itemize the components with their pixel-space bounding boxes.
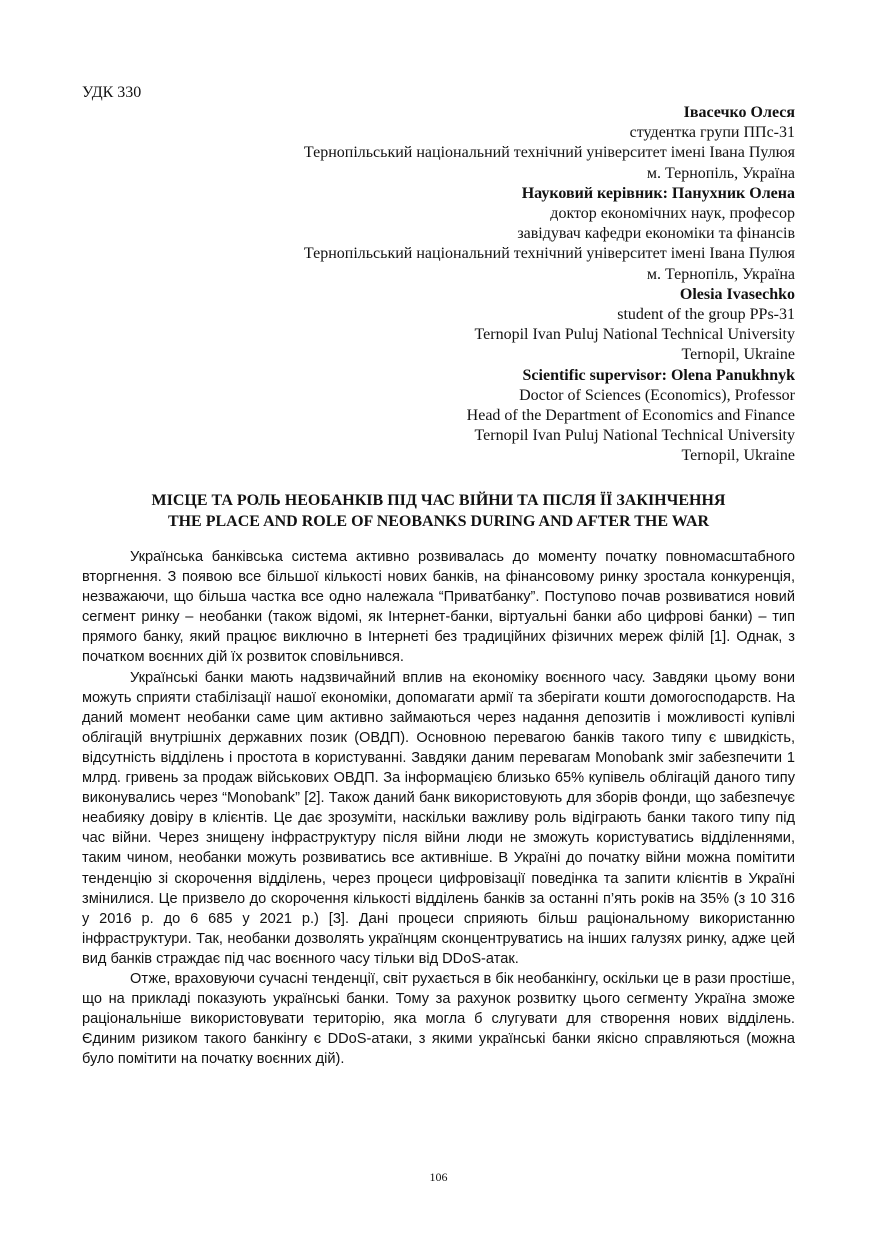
udc-code: УДК 330 xyxy=(82,84,142,101)
author-affiliation-line: Ternopil Ivan Puluj National Technical University xyxy=(474,427,795,445)
author-affiliation-line: м. Тернопіль, Україна xyxy=(646,265,795,283)
author-affiliation-line: Ternopil, Ukraine xyxy=(681,346,795,364)
author-affiliation-line: доктор економічних наук, професор xyxy=(550,205,795,223)
author-affiliation-line: Тернопільський національний технічний університет імені Івана Пулюя xyxy=(303,144,795,162)
title-block xyxy=(82,490,795,532)
author-affiliation-line: м. Тернопіль, Україна xyxy=(646,164,795,182)
author-name: Scientific supervisor: Olena Panukhnyk xyxy=(522,366,795,384)
author-affiliation-line: Ternopil, Ukraine xyxy=(681,447,795,465)
title-english: THE PLACE AND ROLE OF NEOBANKS DURING AND AFTER THE WAR xyxy=(167,513,710,530)
author-affiliation-line: студентка групи ППс-31 xyxy=(629,124,795,142)
author-affiliation-line: Тернопільський національний технічний університет імені Івана Пулюя xyxy=(303,245,795,263)
author-affiliation-line: Head of the Department of Economics and Finance xyxy=(466,407,795,425)
author-block xyxy=(95,103,795,467)
author-name: Івасечко Олеся xyxy=(683,104,795,121)
article-body xyxy=(82,547,795,1069)
title-ukrainian: МІСЦЕ ТА РОЛЬ НЕОБАНКІВ ПІД ЧАС ВІЙНИ ТА ПІСЛЯ ЇЇ ЗАКІНЧЕННЯ xyxy=(151,492,726,509)
body-paragraph: Українська банківська система активно розвивалась до моменту початку повномасштабного вторгнення. З появою все більшої кількості нових банків, на фінансовому ринку зростала конкуренція, незважаючи, що більша частка все одно належала “Приватбанку”. Поступово почав розвиватися новий сегмент ринку – необанки (також відомі, як Інтернет-банки, віртуальні банки або цифрові банки) – тип прямого банку, який працює виключно в Інтернеті без традиційних фізичних мереж філій [1]. Однак, з початком воєнних дій їх розвиток сповільнився. xyxy=(82,549,795,666)
body-paragraph: Отже, враховуючи сучасні тенденції, світ рухається в бік необанкінгу, оскільки це в рази простіше, що на прикладі показують українські банки. Тому за рахунок розвитку цього сегменту Україна зможе раціональніше використовувати територію, яка могла б слугувати для створення нових відділень. Єдиним ризиком такого банкінгу є DDoS-атаки, з якими українські банки якісно справляються (можна було помітити на початку воєнних дій). xyxy=(82,970,795,1068)
author-name: Olesia Ivasechko xyxy=(679,285,795,303)
page-number: 106 xyxy=(429,1170,448,1184)
author-affiliation-line: Doctor of Sciences (Economics), Professor xyxy=(519,386,795,404)
author-name: Науковий керівник: Панухник Олена xyxy=(521,184,795,202)
author-affiliation-line: Ternopil Ivan Puluj National Technical University xyxy=(474,326,795,344)
body-paragraph: Українські банки мають надзвичайний вплив на економіку воєнного часу. Завдяки цьому вони можуть сприяти стабілізації нашої економіки, допомагати армії та зберігати кошти домогосподарств. На даний момент необанки саме цим активно займаються через надання депозитів і можливості купівлі облігацій внутрішніх державних позик (ОВДП). Основною перевагою банків такого типу є швидкість, відсутність відділень і простота в користуванні. Завдяки даним перевагам Monobank зміг забезпечити 1 млрд. гривень за продаж військових ОВДП. За інформацією близько 65% купівель облігацій даного типу виконувались через “Monobank” [2]. Також даний банк використовують для зборів фонди, що забезпечує неабияку довіру в клієнтів. Це дає зрозуміти, наскільки важливу роль відіграють банки такого типу під час війни. Через знищену інфраструктуру після війни люди не зможуть користуватись відділеннями, таким чином, необанки можуть розвиватись все активніше. В Україні до початку війни можна помітити тенденцію зі скорочення відділень, через процеси цифровізації поведінка та запити клієнтів в Україні змінилися. Це призвело до скорочення кількості відділень банків за останні п’ять років на 35% (з 10 316 у 2016 р. до 6 685 у 2021 р.) [3]. Дані процеси сприяють більш раціональному використанню інфраструктури. Так, необанки дозволять українцям сконцентруватись на інших галузях ринку, адже цей вид банків страждає під час воєнного часу тільки від DDoS-атак. xyxy=(82,669,795,967)
author-affiliation-line: student of the group PPs-31 xyxy=(617,306,795,324)
author-affiliation-line: завідувач кафедри економіки та фінансів xyxy=(517,225,795,243)
